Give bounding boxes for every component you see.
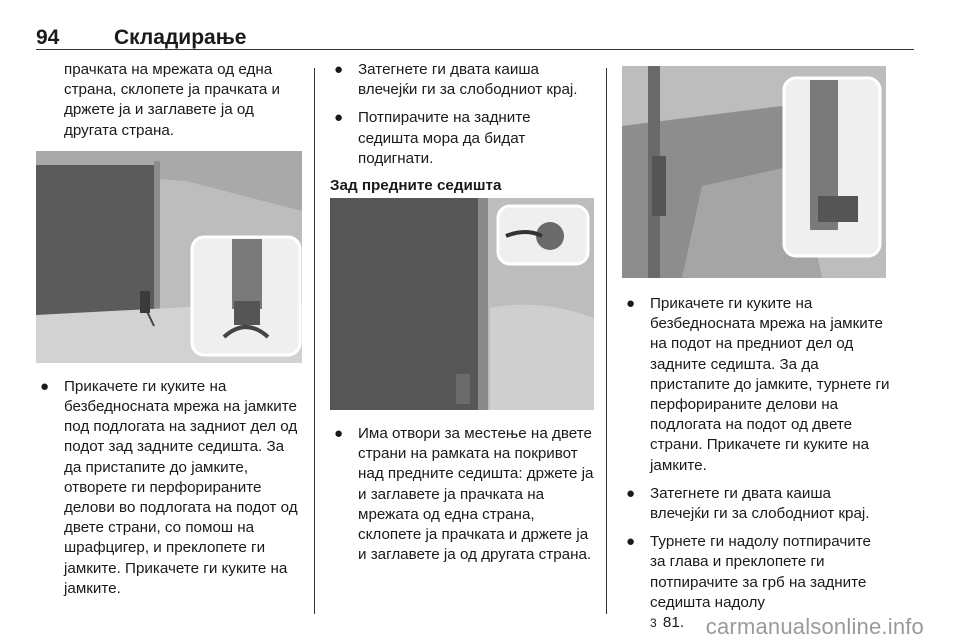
list-item xyxy=(330,424,594,565)
figure-illustration xyxy=(36,151,302,363)
bullet-dot-icon: ● xyxy=(334,425,344,443)
bullet-text: Затегнете ги двата каиша влечејќи ги за слободниот крај. xyxy=(358,61,578,99)
intro-paragraph: прачката на мрежата од една страна, склопете ја прачката и држете ја и заглавете ја од другата страна. xyxy=(64,61,280,139)
page-number: 94 xyxy=(36,26,60,49)
bullet-dot-icon: ● xyxy=(334,109,344,127)
column-2 xyxy=(330,60,594,573)
bullet-dot-icon: ● xyxy=(626,484,636,502)
column-divider-1 xyxy=(314,68,315,614)
list-item xyxy=(36,377,302,599)
bullet-text: Прикачете ги куките на безбедносната мрежа на јамките на подот на предниот дел од задните седишта. За да пристапите до јамките, турнете ги перфорираните делови на подлогата на подот од двете страни. Прикачете ги куките на јамките. xyxy=(650,295,890,474)
page-ref-icon: 3 xyxy=(650,616,657,631)
column-3 xyxy=(622,60,890,641)
bullet-dot-icon: ● xyxy=(334,61,344,78)
bullet-text: Потпирачите на задните седишта мора да бидат подигнати. xyxy=(358,109,531,167)
list-item xyxy=(330,108,594,169)
bullet-dot-icon: ● xyxy=(40,377,50,395)
page-reference-link[interactable]: 81. xyxy=(662,614,685,632)
watermark: carmanualsonline.info xyxy=(705,614,924,639)
list-item xyxy=(330,60,594,100)
figure-rear-cargo-net xyxy=(36,151,302,363)
section-title: Складирање xyxy=(114,26,247,49)
bullet-text: Турнете ги надолу потпирачите за глава и преклопете ги потпирачите за грб на задните седишта надолу xyxy=(650,533,871,611)
list-item xyxy=(622,294,890,476)
figure-illustration xyxy=(622,66,886,278)
figure-rear-floor-net xyxy=(622,66,886,278)
bullet-text: Затегнете ги двата каиша влечејќи ги за слободниот крај. xyxy=(650,484,870,523)
figure-illustration xyxy=(330,198,594,410)
page-header xyxy=(36,22,914,50)
list-item xyxy=(622,484,890,524)
bullet-dot-icon: ● xyxy=(626,533,636,551)
bullet-text: Има отвори за местење на двете страни на рамката на покривот над предните седишта: држете ја и заглавете ја прачката на мрежата од една страна, склопете ја прачката и држете ја и заглавете ја од другата страна. xyxy=(358,425,594,564)
figure-front-seat-net xyxy=(330,198,594,410)
column-divider-2 xyxy=(606,68,607,614)
bullet-text: Прикачете ги куките на безбедносната мрежа на јамките под подлогата на задниот дел од подот зад задните седишта. За да пристапите до јамките, отворете ги перфорираните делови во подлогата на подот од двете страни, со помош на шрафцигер, и преклопете ги јамките. Прикачете ги куките на јамките. xyxy=(64,377,298,597)
bullet-dot-icon: ● xyxy=(626,295,636,312)
subheading: Зад предните седишта xyxy=(330,177,502,195)
column-1 xyxy=(36,60,302,607)
